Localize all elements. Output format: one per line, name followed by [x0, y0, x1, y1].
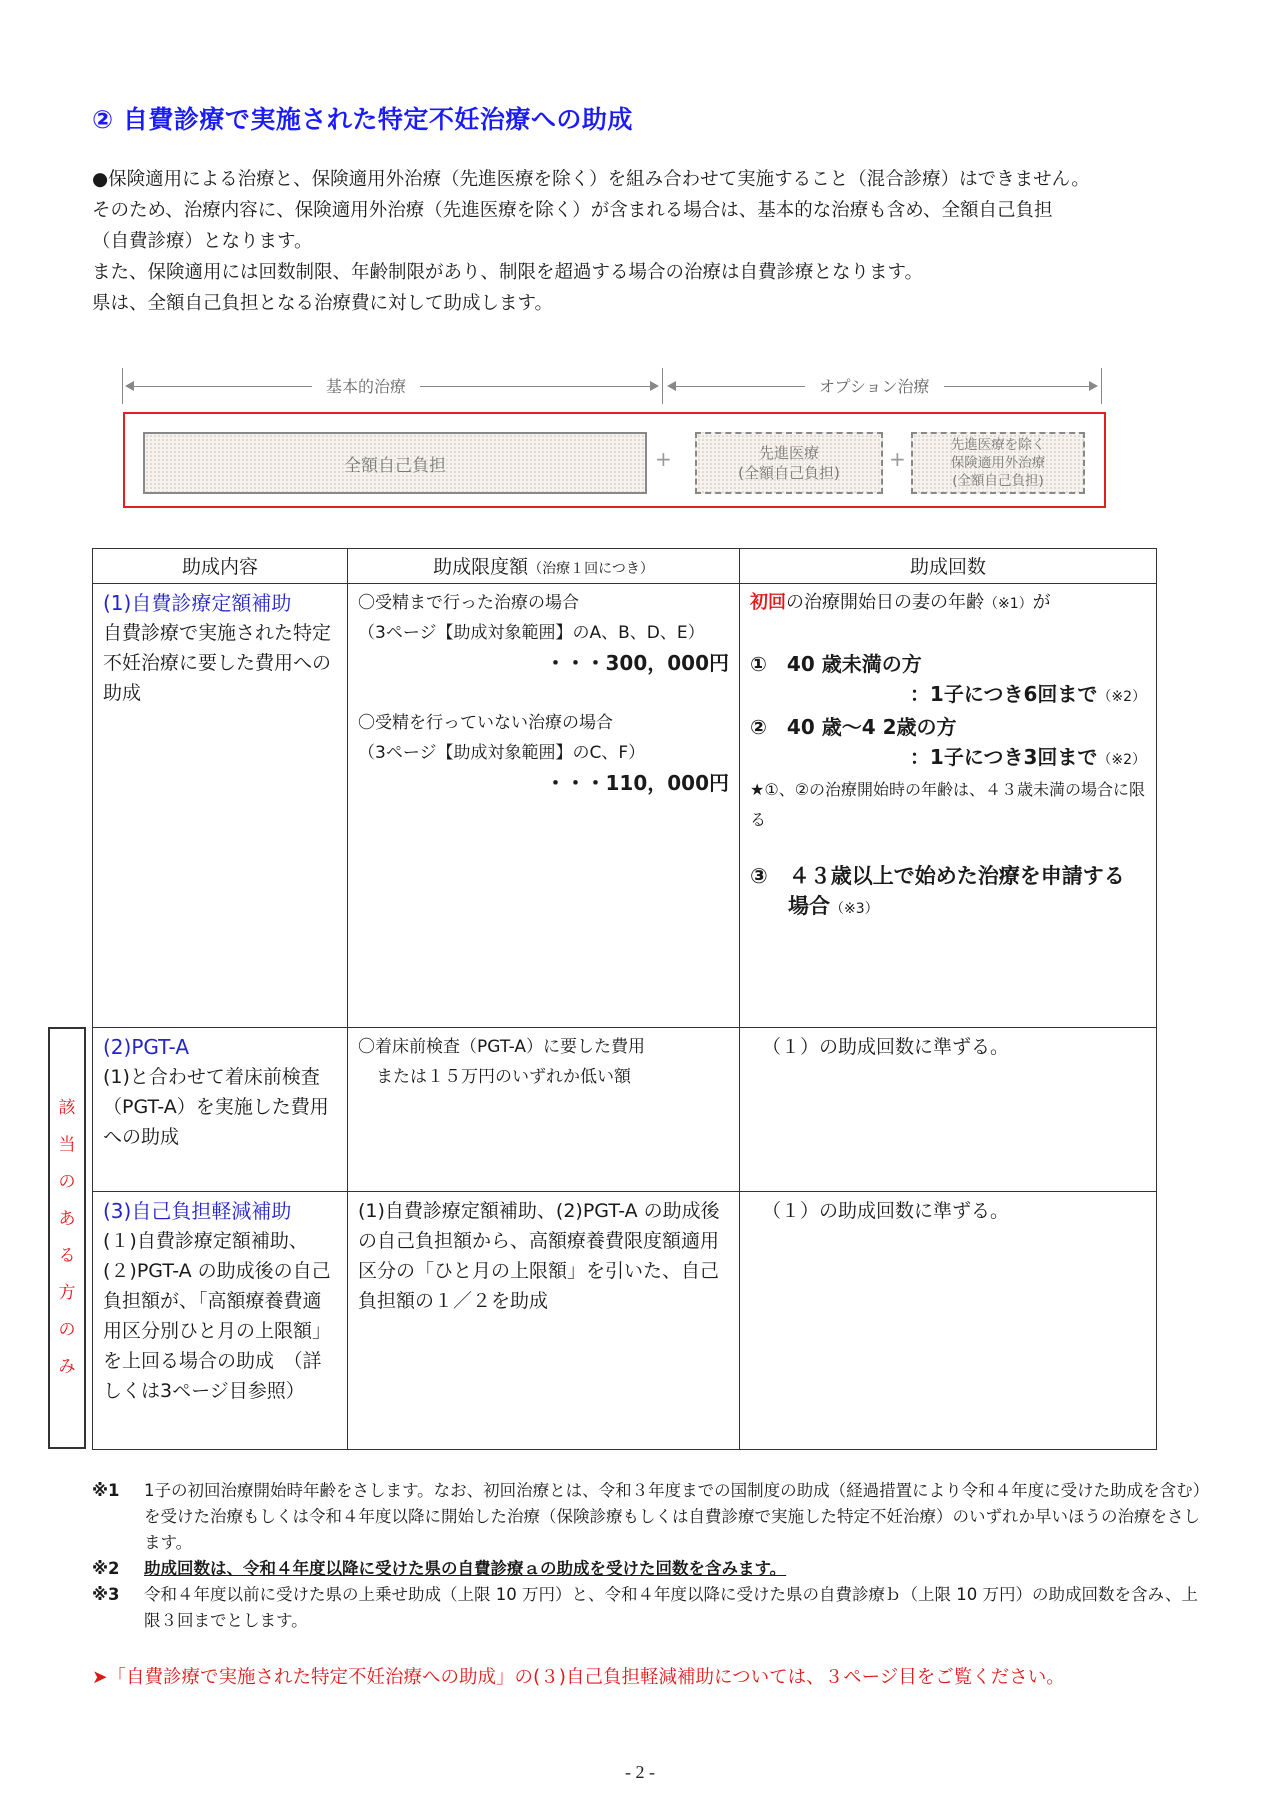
limit-line: または１５万円のいずれか低い額: [376, 1067, 631, 1087]
cost-diagram-box: [123, 412, 1106, 508]
count-intro: [750, 588, 1146, 619]
side-char: る: [58, 1246, 76, 1266]
box-line: 先進医療: [758, 444, 819, 462]
footnote: [92, 1556, 1202, 1582]
limit-amount: ・・・300，000円: [545, 651, 729, 675]
age-group-3-cont: [750, 891, 1146, 924]
first-time-highlight: 初回: [750, 592, 786, 613]
header-count: 助成回数: [740, 549, 1157, 584]
intro-line: （自費診療）となります。: [92, 231, 313, 252]
note-ref: （※2）: [1097, 689, 1146, 705]
footnotes: [92, 1478, 1202, 1634]
full-self-pay-label: 全額自己負担: [344, 455, 446, 476]
divider: [122, 368, 123, 404]
arrow-right-icon: [1089, 381, 1098, 391]
row-count-cell: （１）の助成回数に準ずる。: [740, 1028, 1157, 1192]
intro-line: そのため、治療内容に、保険適用外治療（先進医療を除く）が含まれる場合は、基本的な治療も含め、全額自己負担: [92, 200, 1053, 221]
side-char: 該: [58, 1098, 76, 1118]
age-group-1: ① 40 歳未満の方: [750, 652, 922, 676]
age-group-3: ③ ４３歳以上で始めた治療を申請する: [750, 864, 1125, 888]
count-intro-text: の治療開始日の妻の年齢: [786, 592, 984, 613]
box-line: (全額自己負担): [952, 473, 1044, 489]
divider: [1101, 368, 1102, 404]
basic-treatment-label: 基本的治療: [312, 374, 420, 397]
intro-line: また、保険適用には回数制限、年齢制限があり、制限を超過する場合の治療は自費診療となります。: [92, 262, 924, 283]
side-char: 方: [58, 1283, 76, 1303]
table-row: [93, 1028, 1157, 1192]
limit-amount: ・・・110，000円: [545, 771, 729, 795]
limit-line: 〇着床前検査（PGT-A）に要した費用: [358, 1037, 646, 1057]
row-desc: (1)と合わせて着床前検査（PGT-A）を実施した費用への助成: [103, 1066, 329, 1148]
applicable-only-label: [48, 1027, 86, 1449]
advanced-medical-box: [695, 432, 883, 494]
age-condition-note: ★①、②の治療開始時の年齢は、４３歳未満の場合に限る: [750, 780, 1146, 829]
limit-scope: （3ページ【助成対象範囲】のA、B、D、E）: [358, 623, 705, 643]
limit-title: 〇受精を行っていない治療の場合: [358, 713, 613, 733]
note-ref: （※1）: [984, 596, 1033, 612]
page3-reference-note: ➤「自費診療で実施された特定不妊治療への助成」の(３)自己負担軽減補助については、３ページ目をご覧ください。: [92, 1667, 1065, 1688]
limit-value: ：1子につき6回まで: [909, 682, 1098, 706]
divider: [662, 368, 663, 404]
footnote-mark: ※3: [92, 1585, 120, 1604]
intro-line: 県は、全額自己負担となる治療費に対して助成します。: [92, 293, 554, 314]
row-limit-cell: [348, 1028, 740, 1192]
note-ref: （※3）: [830, 901, 879, 917]
side-char: あ: [58, 1209, 76, 1229]
side-char: み: [58, 1357, 76, 1377]
header-content: 助成内容: [93, 549, 348, 584]
age-group-2-limit: [750, 742, 1146, 775]
row-desc: (１)自費診療定額補助、(２)PGT-A の助成後の自己負担額が、「高額療養費適用区分別ひと月の上限額」を上回る場合の助成 （詳しくは3ページ目参照）: [103, 1230, 332, 1402]
age-group-2: ② 40 歳～4 2歳の方: [750, 715, 957, 739]
footnote-text: 助成回数は、令和４年度以降に受けた県の自費診療ａの助成を受けた回数を含みます。: [144, 1559, 787, 1578]
box-line: 保険適用外治療: [950, 455, 1046, 471]
table-row: [93, 584, 1157, 1028]
age-group-3-tail: 場合: [788, 894, 830, 918]
row-content-cell: [93, 584, 348, 1028]
intro-line: ●保険適用による治療と、保険適用外治療（先進医療を除く）を組み合わせて実施すること（混合診療）はできません。: [92, 169, 1090, 190]
box-line: (全額自己負担): [738, 464, 840, 482]
row-count-cell: [740, 584, 1157, 1028]
intro-text: [92, 164, 1202, 319]
arrow-right-icon: [650, 381, 659, 391]
header-limit: [348, 549, 740, 584]
subsidy-table: [92, 548, 1157, 1450]
footnote-mark: ※2: [92, 1559, 120, 1578]
row-limit-cell: [348, 584, 740, 1028]
count-intro-tail: が: [1032, 592, 1051, 613]
limit-title: 〇受精まで行った治療の場合: [358, 593, 579, 613]
row-title: (3)自己負担軽減補助: [103, 1199, 292, 1223]
footnote: [92, 1582, 1202, 1634]
row-content-cell: [93, 1192, 348, 1450]
row-count-cell: （１）の助成回数に準ずる。: [740, 1192, 1157, 1450]
header-limit-label: 助成限度額: [433, 556, 529, 578]
footnote-mark: ※1: [92, 1481, 120, 1500]
row-limit-cell: (1)自費診療定額補助、(2)PGT-A の助成後の自己負担額から、高額療養費限度額適用区分の「ひと月の上限額」を引いた、自己負担額の１／２を助成: [348, 1192, 740, 1450]
plus-sign: +: [655, 447, 672, 471]
side-char: の: [58, 1172, 76, 1192]
box-line: 先進医療を除く: [950, 437, 1046, 453]
section-heading: ② 自費診療で実施された特定不妊治療への助成: [92, 105, 633, 134]
note-ref: （※2）: [1097, 752, 1146, 768]
table-header-row: [93, 549, 1157, 584]
row-content-cell: [93, 1028, 348, 1192]
option-treatment-label: オプション治療: [805, 374, 944, 397]
side-char: 当: [58, 1135, 76, 1155]
row-desc: 自費診療で実施された特定不妊治療に要した費用への助成: [103, 622, 332, 704]
full-self-pay-box: [143, 432, 647, 494]
limit-scope: （3ページ【助成対象範囲】のC、F）: [358, 743, 646, 763]
plus-sign: +: [889, 447, 906, 471]
page-number: - 2 -: [625, 1762, 655, 1782]
side-char: の: [58, 1320, 76, 1340]
treatment-scope-arrows: [122, 368, 1102, 404]
row-title: (2)PGT-A: [103, 1035, 190, 1059]
non-insured-treatment-box: [911, 432, 1085, 494]
header-limit-note: （治療１回につき）: [528, 561, 654, 577]
footnote-text: 1子の初回治療開始時年齢をさします。なお、初回治療とは、令和３年度までの国制度の助成（経過措置により令和４年度に受けた助成を含む）を受けた治療もしくは令和４年度以降に開始した治療（保険診療もしくは自費診療で実施した特定不妊治療）のいずれか早いほうの治療をさします。: [144, 1481, 1201, 1552]
row-title: (1)自費診療定額補助: [103, 591, 292, 615]
footnote: [92, 1478, 1202, 1556]
table-row: [93, 1192, 1157, 1450]
age-group-1-limit: [750, 679, 1146, 712]
footnote-text: 令和４年度以前に受けた県の上乗せ助成（上限 10 万円）と、令和４年度以降に受けた県の自費診療ｂ（上限 10 万円）の助成回数を含み、上限３回までとします。: [144, 1585, 1198, 1630]
limit-value: ：1子につき3回まで: [909, 745, 1098, 769]
